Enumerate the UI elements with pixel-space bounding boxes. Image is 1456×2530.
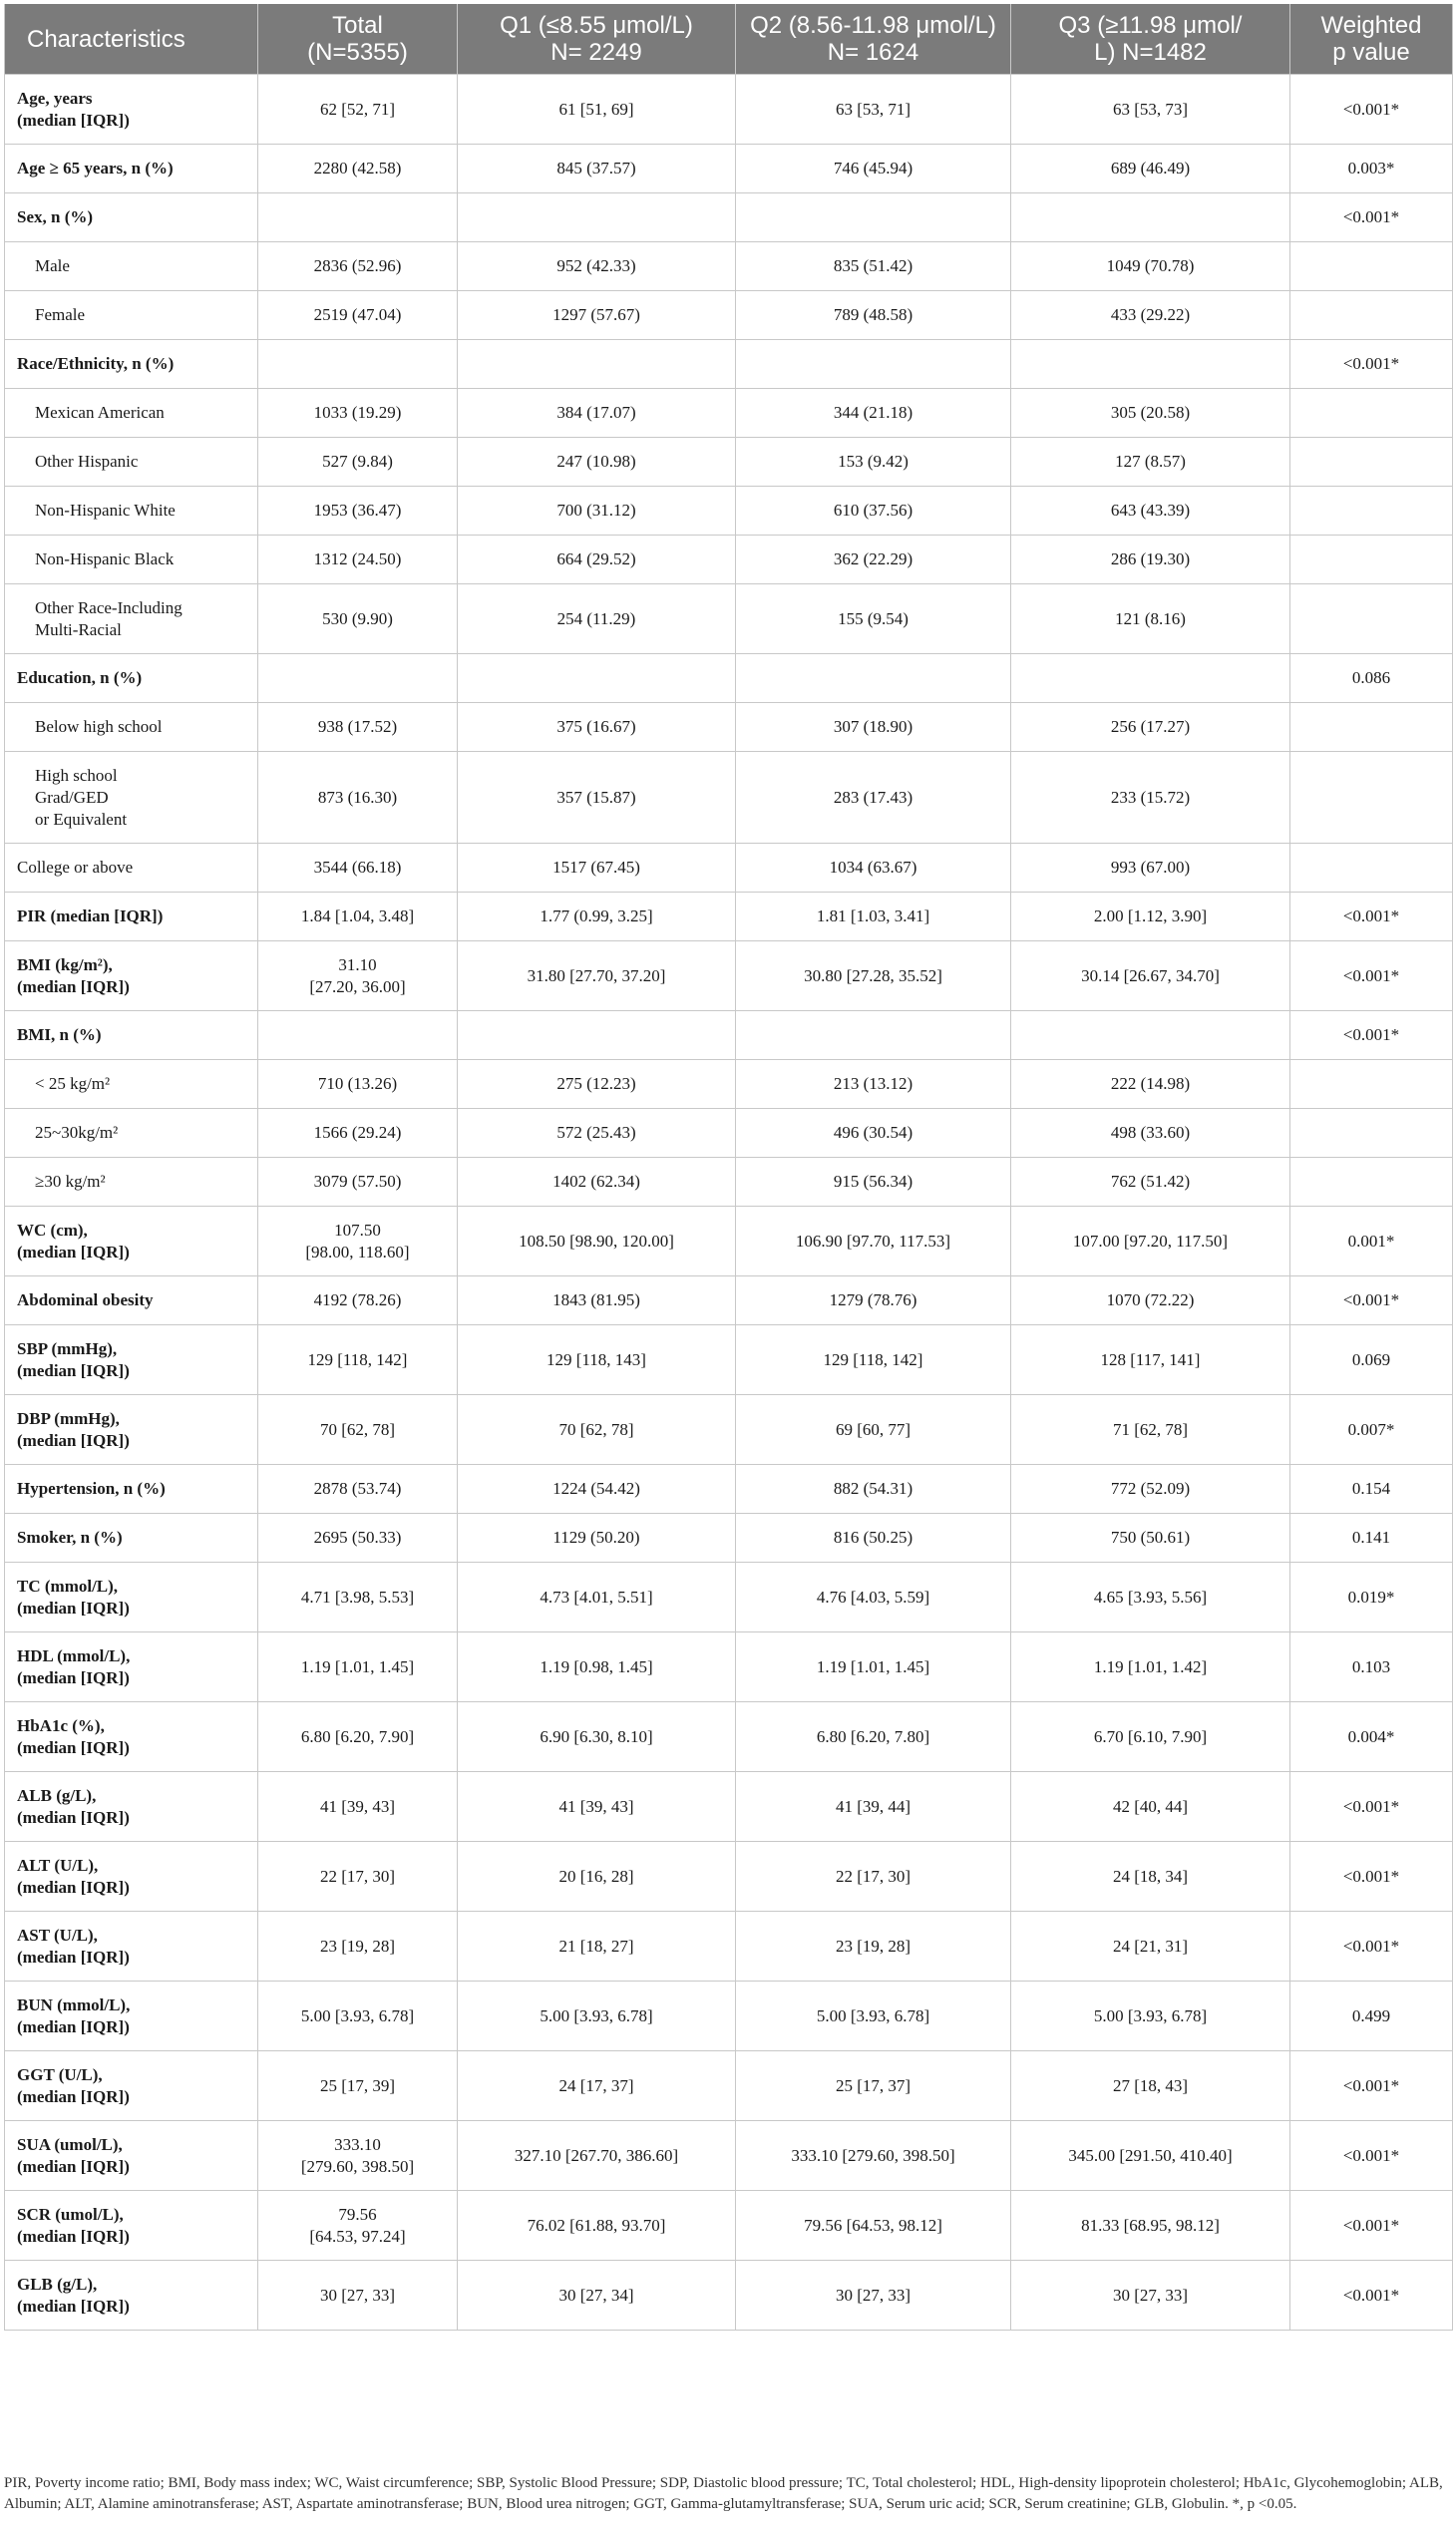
cell-q1: 31.80 [27.70, 37.20] bbox=[458, 941, 736, 1011]
cell-q1: 845 (37.57) bbox=[458, 145, 736, 193]
cell-q3: 256 (17.27) bbox=[1011, 703, 1290, 752]
cell-q2: 333.10 [279.60, 398.50] bbox=[736, 2121, 1011, 2191]
cell-p-value: <0.001* bbox=[1290, 2261, 1453, 2331]
row-label: Female bbox=[5, 291, 258, 340]
cell-q2: 6.80 [6.20, 7.80] bbox=[736, 1702, 1011, 1772]
table-row bbox=[5, 340, 1453, 389]
row-label: Mexican American bbox=[5, 389, 258, 438]
cell-q3: 24 [21, 31] bbox=[1011, 1912, 1290, 1982]
cell-q2 bbox=[736, 340, 1011, 389]
cell-p-value: 0.499 bbox=[1290, 1982, 1453, 2051]
cell-q2: 4.76 [4.03, 5.59] bbox=[736, 1563, 1011, 1632]
cell-q2: 362 (22.29) bbox=[736, 536, 1011, 584]
cell-total: 23 [19, 28] bbox=[258, 1912, 458, 1982]
cell-p-value: 0.086 bbox=[1290, 654, 1453, 703]
cell-q3: 222 (14.98) bbox=[1011, 1060, 1290, 1109]
cell-q2: 5.00 [3.93, 6.78] bbox=[736, 1982, 1011, 2051]
cell-total: 4192 (78.26) bbox=[258, 1276, 458, 1325]
cell-total: 938 (17.52) bbox=[258, 703, 458, 752]
cell-total bbox=[258, 340, 458, 389]
row-label: HbA1c (%), (median [IQR]) bbox=[5, 1702, 258, 1772]
cell-total: 2878 (53.74) bbox=[258, 1465, 458, 1514]
row-label: GGT (U/L), (median [IQR]) bbox=[5, 2051, 258, 2121]
row-label: Sex, n (%) bbox=[5, 193, 258, 242]
cell-q3: 2.00 [1.12, 3.90] bbox=[1011, 893, 1290, 941]
cell-q1: 700 (31.12) bbox=[458, 487, 736, 536]
cell-p-value: 0.004* bbox=[1290, 1702, 1453, 1772]
cell-q3: 4.65 [3.93, 5.56] bbox=[1011, 1563, 1290, 1632]
row-label: PIR (median [IQR]) bbox=[5, 893, 258, 941]
cell-q1: 70 [62, 78] bbox=[458, 1395, 736, 1465]
cell-p-value: <0.001* bbox=[1290, 1011, 1453, 1060]
cell-p-value bbox=[1290, 242, 1453, 291]
row-label: Other Race-Including Multi-Racial bbox=[5, 584, 258, 654]
cell-total: 107.50 [98.00, 118.60] bbox=[258, 1207, 458, 1276]
cell-total: 1.19 [1.01, 1.45] bbox=[258, 1632, 458, 1702]
cell-q1: 1.77 (0.99, 3.25] bbox=[458, 893, 736, 941]
cell-q1: 572 (25.43) bbox=[458, 1109, 736, 1158]
table-row bbox=[5, 2191, 1453, 2261]
cell-total: 4.71 [3.98, 5.53] bbox=[258, 1563, 458, 1632]
cell-q2: 69 [60, 77] bbox=[736, 1395, 1011, 1465]
table-row bbox=[5, 654, 1453, 703]
cell-q3: 42 [40, 44] bbox=[1011, 1772, 1290, 1842]
row-label: Hypertension, n (%) bbox=[5, 1465, 258, 1514]
cell-q3: 63 [53, 73] bbox=[1011, 75, 1290, 145]
cell-q1: 384 (17.07) bbox=[458, 389, 736, 438]
cell-q3: 233 (15.72) bbox=[1011, 752, 1290, 844]
cell-total: 31.10 [27.20, 36.00] bbox=[258, 941, 458, 1011]
table-row bbox=[5, 2261, 1453, 2331]
cell-p-value: 0.007* bbox=[1290, 1395, 1453, 1465]
cell-total: 1312 (24.50) bbox=[258, 536, 458, 584]
cell-p-value bbox=[1290, 487, 1453, 536]
cell-q3: 1.19 [1.01, 1.42] bbox=[1011, 1632, 1290, 1702]
cell-p-value bbox=[1290, 703, 1453, 752]
cell-p-value bbox=[1290, 1060, 1453, 1109]
cell-p-value: 0.019* bbox=[1290, 1563, 1453, 1632]
cell-q2: 155 (9.54) bbox=[736, 584, 1011, 654]
cell-total bbox=[258, 1011, 458, 1060]
cell-q3: 81.33 [68.95, 98.12] bbox=[1011, 2191, 1290, 2261]
cell-q1: 20 [16, 28] bbox=[458, 1842, 736, 1912]
header-p-value: Weighted p value bbox=[1290, 4, 1453, 75]
cell-p-value: 0.103 bbox=[1290, 1632, 1453, 1702]
table-row bbox=[5, 1912, 1453, 1982]
cell-total: 6.80 [6.20, 7.90] bbox=[258, 1702, 458, 1772]
row-label: SCR (umol/L), (median [IQR]) bbox=[5, 2191, 258, 2261]
cell-q3: 762 (51.42) bbox=[1011, 1158, 1290, 1207]
cell-p-value: <0.001* bbox=[1290, 893, 1453, 941]
cell-total: 129 [118, 142] bbox=[258, 1325, 458, 1395]
table-row bbox=[5, 1982, 1453, 2051]
cell-total: 70 [62, 78] bbox=[258, 1395, 458, 1465]
cell-p-value bbox=[1290, 844, 1453, 893]
row-label: SUA (umol/L), (median [IQR]) bbox=[5, 2121, 258, 2191]
cell-q2: 41 [39, 44] bbox=[736, 1772, 1011, 1842]
cell-q1: 275 (12.23) bbox=[458, 1060, 736, 1109]
row-label: GLB (g/L), (median [IQR]) bbox=[5, 2261, 258, 2331]
baseline-characteristics-table bbox=[4, 4, 1453, 2331]
header-q2: Q2 (8.56-11.98 μmol/L) N= 1624 bbox=[736, 4, 1011, 75]
cell-q2: 344 (21.18) bbox=[736, 389, 1011, 438]
cell-q1: 4.73 [4.01, 5.51] bbox=[458, 1563, 736, 1632]
row-label: College or above bbox=[5, 844, 258, 893]
cell-q3: 30 [27, 33] bbox=[1011, 2261, 1290, 2331]
table-row bbox=[5, 844, 1453, 893]
cell-q3: 127 (8.57) bbox=[1011, 438, 1290, 487]
cell-q2: 30 [27, 33] bbox=[736, 2261, 1011, 2331]
table-row bbox=[5, 1772, 1453, 1842]
table-row bbox=[5, 2121, 1453, 2191]
cell-q1: 24 [17, 37] bbox=[458, 2051, 736, 2121]
cell-q3 bbox=[1011, 654, 1290, 703]
header-total: Total (N=5355) bbox=[258, 4, 458, 75]
row-label: SBP (mmHg), (median [IQR]) bbox=[5, 1325, 258, 1395]
cell-q3: 345.00 [291.50, 410.40] bbox=[1011, 2121, 1290, 2191]
cell-p-value: <0.001* bbox=[1290, 193, 1453, 242]
cell-q3: 1049 (70.78) bbox=[1011, 242, 1290, 291]
cell-p-value: <0.001* bbox=[1290, 340, 1453, 389]
cell-q1: 61 [51, 69] bbox=[458, 75, 736, 145]
cell-p-value: <0.001* bbox=[1290, 2191, 1453, 2261]
cell-p-value: <0.001* bbox=[1290, 1842, 1453, 1912]
cell-total: 2695 (50.33) bbox=[258, 1514, 458, 1563]
cell-q2 bbox=[736, 1011, 1011, 1060]
cell-q1: 1.19 [0.98, 1.45] bbox=[458, 1632, 736, 1702]
cell-total: 530 (9.90) bbox=[258, 584, 458, 654]
table-footnote: PIR, Poverty income ratio; BMI, Body mass index; WC, Waist circumference; SBP, Systolic Blood Pressure; SDP, Diastolic blood pressure; TC, Total cholesterol; HDL, High-density lipoprotein cholesterol; HbA1c, Glycohemoglobin; ALB, Albumin; ALT, Alamine aminotransferase; AST, Aspartate aminotransferase; BUN, Blood urea nitrogen; GGT, Gamma-glutamyltransferase; SUA, Serum uric acid; SCR, Serum creatinine; GLB, Globulin. *, p <0.05. bbox=[4, 2475, 1443, 2512]
cell-q1 bbox=[458, 654, 736, 703]
table-row bbox=[5, 1842, 1453, 1912]
table-row bbox=[5, 703, 1453, 752]
cell-p-value: 0.069 bbox=[1290, 1325, 1453, 1395]
table-row bbox=[5, 145, 1453, 193]
cell-q2: 610 (37.56) bbox=[736, 487, 1011, 536]
cell-q2: 22 [17, 30] bbox=[736, 1842, 1011, 1912]
cell-total: 3079 (57.50) bbox=[258, 1158, 458, 1207]
cell-q3 bbox=[1011, 340, 1290, 389]
cell-q1: 664 (29.52) bbox=[458, 536, 736, 584]
cell-p-value: <0.001* bbox=[1290, 2121, 1453, 2191]
cell-q2: 1.81 [1.03, 3.41] bbox=[736, 893, 1011, 941]
cell-p-value bbox=[1290, 752, 1453, 844]
cell-q1: 1297 (57.67) bbox=[458, 291, 736, 340]
cell-q1: 357 (15.87) bbox=[458, 752, 736, 844]
cell-q3: 6.70 [6.10, 7.90] bbox=[1011, 1702, 1290, 1772]
cell-q2: 63 [53, 71] bbox=[736, 75, 1011, 145]
cell-q3: 107.00 [97.20, 117.50] bbox=[1011, 1207, 1290, 1276]
cell-q3: 71 [62, 78] bbox=[1011, 1395, 1290, 1465]
cell-q3 bbox=[1011, 1011, 1290, 1060]
row-label: High school Grad/GED or Equivalent bbox=[5, 752, 258, 844]
cell-total: 333.10 [279.60, 398.50] bbox=[258, 2121, 458, 2191]
row-label: ALB (g/L), (median [IQR]) bbox=[5, 1772, 258, 1842]
table-body bbox=[5, 75, 1453, 2331]
cell-total: 527 (9.84) bbox=[258, 438, 458, 487]
cell-p-value: 0.003* bbox=[1290, 145, 1453, 193]
header-q1: Q1 (≤8.55 μmol/L) N= 2249 bbox=[458, 4, 736, 75]
cell-q3: 772 (52.09) bbox=[1011, 1465, 1290, 1514]
table-row bbox=[5, 1632, 1453, 1702]
cell-total: 2836 (52.96) bbox=[258, 242, 458, 291]
row-label: Below high school bbox=[5, 703, 258, 752]
row-label: BMI (kg/m²), (median [IQR]) bbox=[5, 941, 258, 1011]
cell-q2: 307 (18.90) bbox=[736, 703, 1011, 752]
cell-total: 79.56 [64.53, 97.24] bbox=[258, 2191, 458, 2261]
cell-total: 1.84 [1.04, 3.48] bbox=[258, 893, 458, 941]
cell-q1: 6.90 [6.30, 8.10] bbox=[458, 1702, 736, 1772]
table-row bbox=[5, 487, 1453, 536]
table-row bbox=[5, 941, 1453, 1011]
cell-p-value: <0.001* bbox=[1290, 1276, 1453, 1325]
table-row bbox=[5, 1276, 1453, 1325]
cell-q2: 1279 (78.76) bbox=[736, 1276, 1011, 1325]
cell-q2: 129 [118, 142] bbox=[736, 1325, 1011, 1395]
cell-q3: 121 (8.16) bbox=[1011, 584, 1290, 654]
cell-q3: 27 [18, 43] bbox=[1011, 2051, 1290, 2121]
cell-q2: 496 (30.54) bbox=[736, 1109, 1011, 1158]
cell-q1: 1129 (50.20) bbox=[458, 1514, 736, 1563]
cell-q3 bbox=[1011, 193, 1290, 242]
table-row bbox=[5, 291, 1453, 340]
cell-p-value bbox=[1290, 389, 1453, 438]
cell-q3: 750 (50.61) bbox=[1011, 1514, 1290, 1563]
cell-total: 22 [17, 30] bbox=[258, 1842, 458, 1912]
row-label: ALT (U/L), (median [IQR]) bbox=[5, 1842, 258, 1912]
table-row bbox=[5, 584, 1453, 654]
row-label: TC (mmol/L), (median [IQR]) bbox=[5, 1563, 258, 1632]
cell-p-value: 0.141 bbox=[1290, 1514, 1453, 1563]
cell-q1: 108.50 [98.90, 120.00] bbox=[458, 1207, 736, 1276]
cell-p-value bbox=[1290, 1109, 1453, 1158]
cell-q1 bbox=[458, 1011, 736, 1060]
cell-q2: 816 (50.25) bbox=[736, 1514, 1011, 1563]
cell-total: 30 [27, 33] bbox=[258, 2261, 458, 2331]
table-row bbox=[5, 1109, 1453, 1158]
cell-q1: 952 (42.33) bbox=[458, 242, 736, 291]
cell-q1: 5.00 [3.93, 6.78] bbox=[458, 1982, 736, 2051]
cell-q2: 1034 (63.67) bbox=[736, 844, 1011, 893]
table-row bbox=[5, 752, 1453, 844]
cell-q2: 915 (56.34) bbox=[736, 1158, 1011, 1207]
cell-p-value bbox=[1290, 584, 1453, 654]
table-row bbox=[5, 1465, 1453, 1514]
cell-q2: 25 [17, 37] bbox=[736, 2051, 1011, 2121]
cell-q2: 153 (9.42) bbox=[736, 438, 1011, 487]
table-row bbox=[5, 1563, 1453, 1632]
cell-q1: 1517 (67.45) bbox=[458, 844, 736, 893]
cell-q3: 993 (67.00) bbox=[1011, 844, 1290, 893]
table-row bbox=[5, 1207, 1453, 1276]
cell-p-value: 0.154 bbox=[1290, 1465, 1453, 1514]
cell-p-value: <0.001* bbox=[1290, 941, 1453, 1011]
table-row bbox=[5, 536, 1453, 584]
row-label: 25~30kg/m² bbox=[5, 1109, 258, 1158]
cell-p-value: 0.001* bbox=[1290, 1207, 1453, 1276]
header-q3: Q3 (≥11.98 μmol/ L) N=1482 bbox=[1011, 4, 1290, 75]
table-row bbox=[5, 75, 1453, 145]
table-row bbox=[5, 1325, 1453, 1395]
cell-q1: 375 (16.67) bbox=[458, 703, 736, 752]
cell-p-value: <0.001* bbox=[1290, 1772, 1453, 1842]
table-row bbox=[5, 193, 1453, 242]
cell-q1: 1402 (62.34) bbox=[458, 1158, 736, 1207]
cell-q3: 286 (19.30) bbox=[1011, 536, 1290, 584]
cell-total: 1953 (36.47) bbox=[258, 487, 458, 536]
cell-q1: 327.10 [267.70, 386.60] bbox=[458, 2121, 736, 2191]
cell-q1 bbox=[458, 340, 736, 389]
row-label: WC (cm), (median [IQR]) bbox=[5, 1207, 258, 1276]
cell-total: 873 (16.30) bbox=[258, 752, 458, 844]
cell-q3: 5.00 [3.93, 6.78] bbox=[1011, 1982, 1290, 2051]
row-label: Smoker, n (%) bbox=[5, 1514, 258, 1563]
cell-total: 5.00 [3.93, 6.78] bbox=[258, 1982, 458, 2051]
cell-total: 2519 (47.04) bbox=[258, 291, 458, 340]
cell-q2: 30.80 [27.28, 35.52] bbox=[736, 941, 1011, 1011]
row-label: Race/Ethnicity, n (%) bbox=[5, 340, 258, 389]
cell-q2: 23 [19, 28] bbox=[736, 1912, 1011, 1982]
cell-total: 25 [17, 39] bbox=[258, 2051, 458, 2121]
cell-q2: 882 (54.31) bbox=[736, 1465, 1011, 1514]
cell-q2: 283 (17.43) bbox=[736, 752, 1011, 844]
table-row bbox=[5, 893, 1453, 941]
cell-total: 2280 (42.58) bbox=[258, 145, 458, 193]
cell-total: 62 [52, 71] bbox=[258, 75, 458, 145]
table-row bbox=[5, 389, 1453, 438]
cell-total bbox=[258, 654, 458, 703]
row-label: < 25 kg/m² bbox=[5, 1060, 258, 1109]
cell-q2 bbox=[736, 654, 1011, 703]
cell-q2: 789 (48.58) bbox=[736, 291, 1011, 340]
cell-q3: 433 (29.22) bbox=[1011, 291, 1290, 340]
cell-q3: 689 (46.49) bbox=[1011, 145, 1290, 193]
cell-total: 710 (13.26) bbox=[258, 1060, 458, 1109]
cell-q3: 498 (33.60) bbox=[1011, 1109, 1290, 1158]
cell-p-value bbox=[1290, 291, 1453, 340]
row-label: Male bbox=[5, 242, 258, 291]
row-label: HDL (mmol/L), (median [IQR]) bbox=[5, 1632, 258, 1702]
table-row bbox=[5, 1158, 1453, 1207]
table-header-row bbox=[5, 4, 1453, 75]
cell-q1: 129 [118, 143] bbox=[458, 1325, 736, 1395]
cell-total: 41 [39, 43] bbox=[258, 1772, 458, 1842]
cell-p-value bbox=[1290, 1158, 1453, 1207]
cell-total bbox=[258, 193, 458, 242]
cell-total: 1566 (29.24) bbox=[258, 1109, 458, 1158]
cell-q1: 247 (10.98) bbox=[458, 438, 736, 487]
row-label: Age, years (median [IQR]) bbox=[5, 75, 258, 145]
cell-q2: 106.90 [97.70, 117.53] bbox=[736, 1207, 1011, 1276]
cell-total: 1033 (19.29) bbox=[258, 389, 458, 438]
header-characteristics: Characteristics bbox=[5, 4, 258, 75]
table-row bbox=[5, 1702, 1453, 1772]
row-label: Education, n (%) bbox=[5, 654, 258, 703]
cell-q3: 1070 (72.22) bbox=[1011, 1276, 1290, 1325]
row-label: BMI, n (%) bbox=[5, 1011, 258, 1060]
row-label: Age ≥ 65 years, n (%) bbox=[5, 145, 258, 193]
table-row bbox=[5, 1395, 1453, 1465]
row-label: BUN (mmol/L), (median [IQR]) bbox=[5, 1982, 258, 2051]
table-row bbox=[5, 242, 1453, 291]
cell-p-value: <0.001* bbox=[1290, 75, 1453, 145]
cell-p-value: <0.001* bbox=[1290, 1912, 1453, 1982]
cell-q2: 835 (51.42) bbox=[736, 242, 1011, 291]
row-label: Other Hispanic bbox=[5, 438, 258, 487]
cell-q1: 76.02 [61.88, 93.70] bbox=[458, 2191, 736, 2261]
cell-q1 bbox=[458, 193, 736, 242]
cell-p-value bbox=[1290, 438, 1453, 487]
row-label: DBP (mmHg), (median [IQR]) bbox=[5, 1395, 258, 1465]
cell-q1: 254 (11.29) bbox=[458, 584, 736, 654]
cell-q3: 24 [18, 34] bbox=[1011, 1842, 1290, 1912]
cell-q2 bbox=[736, 193, 1011, 242]
cell-q3: 643 (43.39) bbox=[1011, 487, 1290, 536]
cell-p-value: <0.001* bbox=[1290, 2051, 1453, 2121]
table-row bbox=[5, 1011, 1453, 1060]
row-label: ≥30 kg/m² bbox=[5, 1158, 258, 1207]
cell-q1: 21 [18, 27] bbox=[458, 1912, 736, 1982]
row-label: Abdominal obesity bbox=[5, 1276, 258, 1325]
cell-q2: 1.19 [1.01, 1.45] bbox=[736, 1632, 1011, 1702]
cell-q1: 1843 (81.95) bbox=[458, 1276, 736, 1325]
table-row bbox=[5, 1060, 1453, 1109]
cell-q3: 305 (20.58) bbox=[1011, 389, 1290, 438]
cell-q2: 213 (13.12) bbox=[736, 1060, 1011, 1109]
cell-total: 3544 (66.18) bbox=[258, 844, 458, 893]
cell-q2: 79.56 [64.53, 98.12] bbox=[736, 2191, 1011, 2261]
cell-q1: 41 [39, 43] bbox=[458, 1772, 736, 1842]
row-label: AST (U/L), (median [IQR]) bbox=[5, 1912, 258, 1982]
cell-q3: 30.14 [26.67, 34.70] bbox=[1011, 941, 1290, 1011]
table-row bbox=[5, 1514, 1453, 1563]
row-label: Non-Hispanic White bbox=[5, 487, 258, 536]
cell-q1: 1224 (54.42) bbox=[458, 1465, 736, 1514]
cell-q1: 30 [27, 34] bbox=[458, 2261, 736, 2331]
cell-q2: 746 (45.94) bbox=[736, 145, 1011, 193]
cell-p-value bbox=[1290, 536, 1453, 584]
cell-q3: 128 [117, 141] bbox=[1011, 1325, 1290, 1395]
row-label: Non-Hispanic Black bbox=[5, 536, 258, 584]
table-row bbox=[5, 438, 1453, 487]
table-row bbox=[5, 2051, 1453, 2121]
